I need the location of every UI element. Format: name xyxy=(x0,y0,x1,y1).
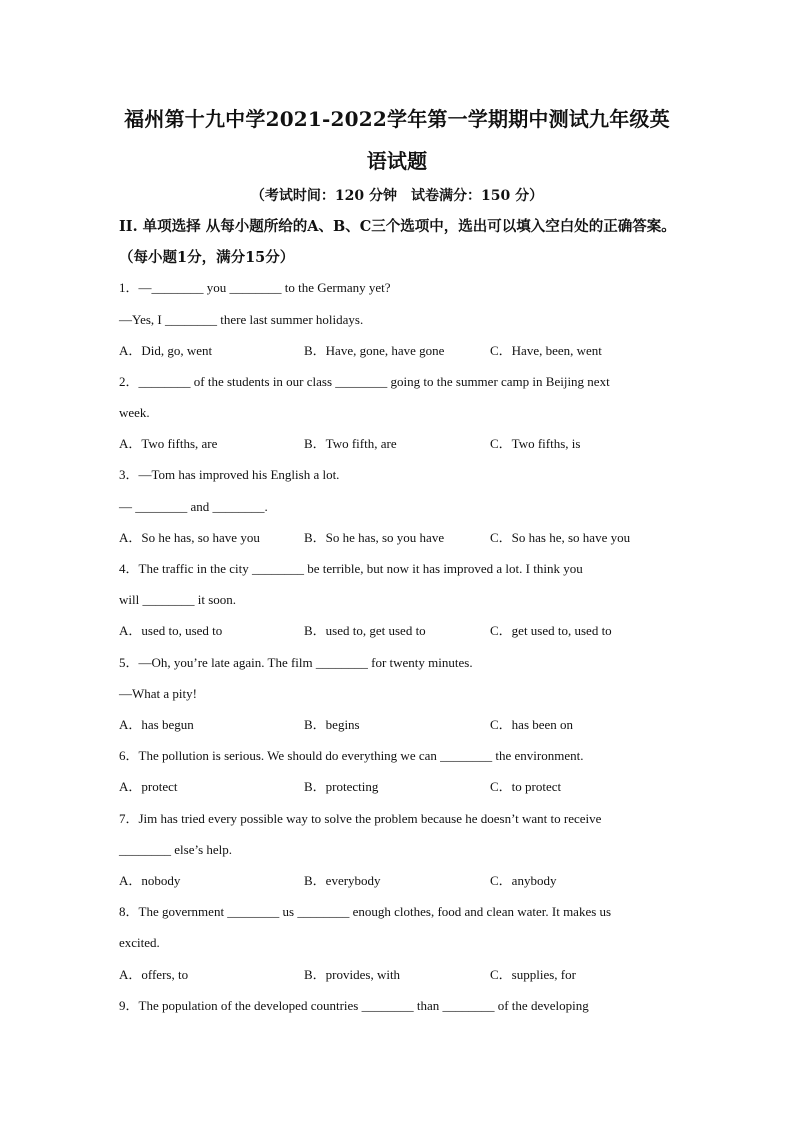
question-9-line-1: 9．The population of the developed countries ________ than ________ of the developing xyxy=(119,998,589,1013)
exam-subtitle: （考试时间：120 分钟 试卷满分：150 分） xyxy=(250,188,544,204)
exam-title-line-1: 福州第十九中学2021-2022学年第一学期期中测试九年级英 xyxy=(124,107,670,131)
question-3-option-a: A．So he has, so have you xyxy=(119,530,260,545)
question-2-line-2: week. xyxy=(119,405,150,420)
question-4-option-a: A．used to, used to xyxy=(119,623,223,638)
question-8-line-1: 8．The government ________ us ________ enough clothes, food and clean water. It makes us xyxy=(119,904,612,919)
question-6-option-a: A．protect xyxy=(119,779,178,794)
question-8-option-a: A．offers, to xyxy=(119,967,189,982)
question-1-line-1: 1．—________ you ________ to the Germany yet? xyxy=(119,280,391,295)
question-5-option-c: C．has been on xyxy=(490,717,574,732)
question-5-line-2: —What a pity! xyxy=(119,686,197,701)
question-4-line-1: 4．The traffic in the city ________ be terrible, but now it has improved a lot. I think you xyxy=(119,561,583,576)
exam-title-line-2: 语试题 xyxy=(366,149,428,173)
question-7-option-c: C．anybody xyxy=(490,873,557,888)
question-6-line-1: 6．The pollution is serious. We should do everything we can ________ the environment. xyxy=(119,748,584,763)
question-1-option-c: C．Have, been, went xyxy=(490,343,602,358)
question-6-option-b: B．protecting xyxy=(304,779,379,794)
question-5-option-b: B．begins xyxy=(304,717,360,732)
question-3-option-c: C．So has he, so have you xyxy=(490,530,631,545)
question-2-line-1: 2．________ of the students in our class ________ going to the summer camp in Beijing next xyxy=(119,374,610,389)
question-6-option-c: C．to protect xyxy=(490,779,562,794)
question-7-line-1: 7．Jim has tried every possible way to solve the problem because he doesn’t want to receive xyxy=(119,811,602,826)
question-3-line-1: 3．—Tom has improved his English a lot. xyxy=(119,467,340,482)
question-5-line-1: 5．—Oh, you’re late again. The film ________ for twenty minutes. xyxy=(119,655,473,670)
question-2-option-b: B．Two fifth, are xyxy=(304,436,397,451)
question-3-option-b: B．So he has, so you have xyxy=(304,530,445,545)
question-2-option-c: C．Two fifths, is xyxy=(490,436,581,451)
question-1-option-b: B．Have, gone, have gone xyxy=(304,343,445,358)
question-5-option-a: A．has begun xyxy=(119,717,194,732)
question-8-line-2: excited. xyxy=(119,935,160,950)
question-3-line-2: — ________ and ________. xyxy=(119,499,268,514)
question-4-option-b: B．used to, get used to xyxy=(304,623,426,638)
question-8-option-c: C．supplies, for xyxy=(490,967,576,982)
question-7-option-b: B．everybody xyxy=(304,873,381,888)
question-1-line-2: —Yes, I ________ there last summer holidays. xyxy=(119,312,364,327)
question-8-option-b: B．provides, with xyxy=(304,967,401,982)
question-7-option-a: A．nobody xyxy=(119,873,181,888)
question-2-option-a: A．Two fifths, are xyxy=(119,436,218,451)
question-1-option-a: A．Did, go, went xyxy=(119,343,213,358)
section-heading: II. 单项选择 从每小题所给的A、B、C三个选项中，选出可以填入空白处的正确答案。（每小题1分，满分15分） xyxy=(119,218,676,266)
question-4-line-2: will ________ it soon. xyxy=(119,592,237,607)
question-4-option-c: C．get used to, used to xyxy=(490,623,612,638)
question-7-line-2: ________ else’s help. xyxy=(119,842,233,857)
